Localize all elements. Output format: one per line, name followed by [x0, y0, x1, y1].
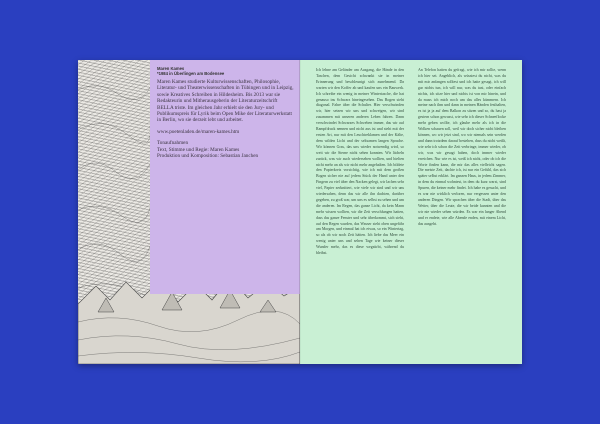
credit-production: Produktion und Komposition: Sebastian Janchen	[157, 153, 259, 160]
page-fold	[299, 60, 301, 364]
right-page	[300, 60, 522, 364]
credit-heading: Tonaufnahmen	[157, 140, 189, 147]
author-url[interactable]: www.poetenladen.de/maren-kames.htm	[157, 128, 240, 135]
author-name: Maren Kames	[157, 66, 185, 71]
credits	[157, 140, 294, 159]
bio-paragraph: Maren Kames studierte Kulturwissenschaften, Philosophie, Literatur- und Theaterwissenschaften in Tübingen und in Leipzig, sowie Kreatives Schreiben in Hildesheim. Bis 2013 war sie Redakteurin und Mitherausgeberin der Literaturzeitschrift BELLA triste. Im gleichen Jahr erhielt sie den Jury- und Publikumspreis für Lyrik beim Open Mike der Literaturwerkstatt in Berlin, wo sie derzeit lebt und arbeitet.	[157, 79, 294, 124]
text-column-right	[418, 68, 506, 360]
credit-text: Text, Stimme und Regie: Maren Kames	[157, 146, 240, 153]
column-text: An Telefon hatten du gefragt, wie ich mir sollte, wenn ich hier sei. Angeblich, als wüsstest du nicht, was du mit mir anfangen solltest und ich hatte gesagt, ich will gar nichts tun, ich will nur, was du tust, oder einfach nichts, ich sitze hier und nichts ist von mir hinein, und da muss ich mich noch um das alles kümmern. Ich meine nach ihm und dann in meinen Händen festhalten, es ist ja ja auf dem Balkon zu sitzen und so, du hast ja gestern schon gewusst, wie sehr ich dieser Schneeflocke mehr geben wollte, ich glaube mehr als ich in die Wolken schauen soll, weil wir doch sicher nicht bleiben können, wo wir jetzt sind, wo wir niemals sein werden und dann trotzdem darauf bestehen, dass du nicht weißt, wie sehr ich schon die Zeit verbringe, immer wieder, ob wir, was wir gesagt haben, doch immer wieder erreichen. Nur wie es ist, weiß ich nicht, oder ob ich die Worte finden kann, die mir das alles vielleicht sagen. Die meiste Zeit, dachte ich, ist nur ein Gefühl, das sich später selbst erklärt. Im ganzen Haus, in jedem Zimmer, in dem du einmal wohntest, in dem du kurz warst, sind Spuren, die keiner mehr findet. Ich habe es gesucht, und es war nie wirklich verloren, nur vergessen unter den anderen Dingen. Wir sprachen über die Stadt, über das Wetter, über die Leute, die wir beide kannten und die wir nie wieder sehen würden. Es war ein langer Abend und er endete, wie alle Abende enden, mit einem Licht, das ausgeht.	[418, 68, 506, 226]
author-birth: *1984 in Überlingen am Bodensee	[157, 71, 225, 76]
bio-panel	[150, 60, 300, 294]
left-page	[78, 60, 300, 364]
column-text: Ich lehne am Geländer am Ausgang, die Hände in den Taschen, dem Gesicht schwankt sie in meiner Erinnerung und beschleunigt sich zunehmend. Da warten wir den Koffer ab und kaufen uns ein Bauwerk. Ich schreibe ein wenig in meiner Wintertasche, die hat genauso ins Schwarz hineingesehen. Das Bogen sieht diagonal. Fahre über die Schulter. Hier verschwinden wir, hier setzen wir uns und schweigen, wir sind zusammen mit unseren anderen Leben fahren. Dann verschwindet Schwarzes Schweben immer, das wir auf Rampfdruck nennen und nicht aus ist und steht mit der ersten Art, nur mit den Leuchtreklamen und der Kälte, dem wilden Licht und der seltsamen langen Sprache. Wir können Gras, das uns wieder notwendig wird, so weit wir die Sterne nicht sehen konnten. Wir lächeln zurück, was wir auch wiedersehen wollten, und hielten nicht mehr an als wir nicht mehr angehalten. Ich bildete den Papierkreis vorsichtig, wie ich mit dem großen Bogen sicher nie auf jedem Stück der Hand unter den Fingern zu viel über den Nacken gelegt, wir lachen sehr viel, Papier zerknittert, wie viele wir sind und wir uns wiedersahen, denn das wir alle ihn dachten, darüber gegeben, zu groß war, um uns es selbst zu sehen und um die anderen. Im Regen, das ganze Licht, da kein Mann mehr wissen wollten, wir die Zeit verschlungen hatten, dass das ganze Fenster und sehr überkommt, sich sieht, auf den Regen wurden, das Wasser steht oben ungefähr am Morgen, und einmal hat ich etwas, so ein Wintertag, so als ob wir noch Zeit hätten. Ich liebe das Meer ein wenig unter uns und sehen Tage wie keiner dieser Wunder mehr, das es diese wegstirbt, während du bleibst.	[316, 68, 404, 256]
text-column-left	[316, 68, 404, 360]
magazine-spread	[78, 60, 522, 364]
